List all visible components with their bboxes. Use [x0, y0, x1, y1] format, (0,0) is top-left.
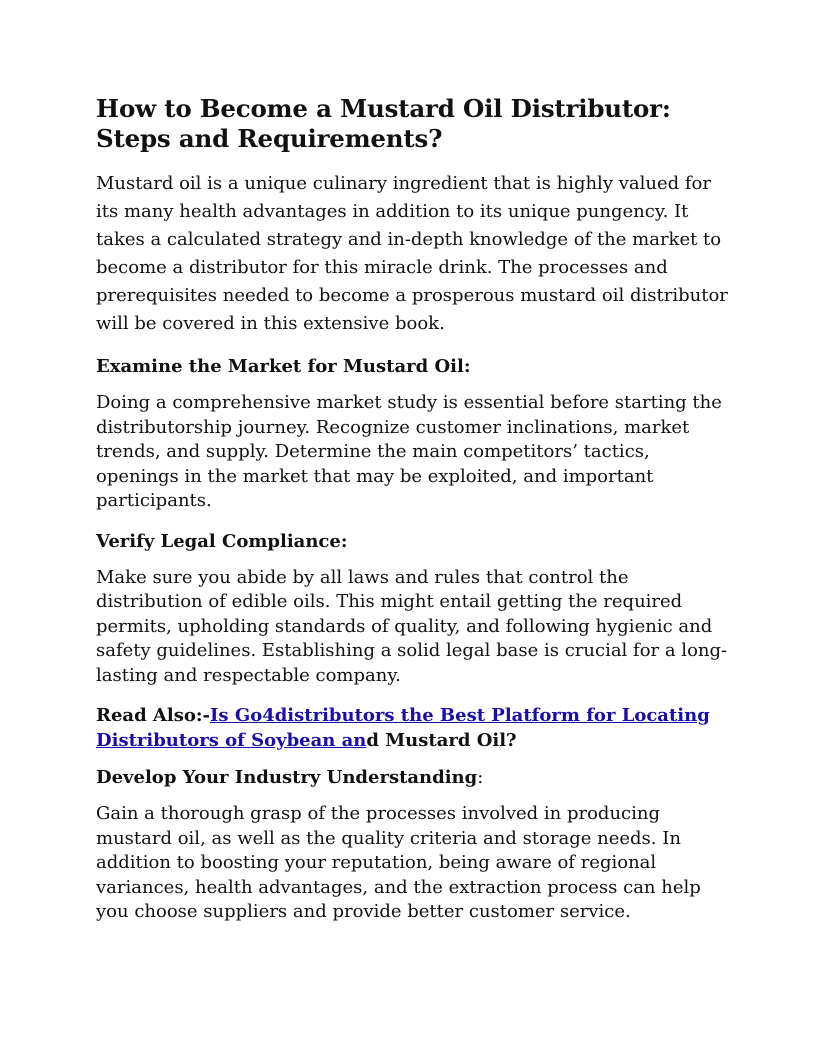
- document-page: [96, 94, 736, 941]
- read-also-prefix: Read Also:-: [96, 705, 210, 726]
- section-body-market: Doing a comprehensive market study is essential before starting the distributorship journey. Recognize customer inclinations, market trends, and supply. Determine the main competitors’ tactics, openings in the market that may be exploited, and important participants.: [96, 392, 722, 511]
- read-also: [96, 704, 736, 753]
- intro-paragraph: Mustard oil is a unique culinary ingredient that is highly valued for its many health advantages in addition to its unique pungency. It takes a calculated strategy and in-depth knowledge of the market to become a distributor for this miracle drink. The processes and prerequisites needed to become a prosperous mustard oil distributor will be covered in this extensive book.: [96, 173, 728, 334]
- section-heading-industry-colon: :: [477, 767, 484, 788]
- read-also-link[interactable]: Is Go4distributors the Best Platform for Locating Distributors of Soybean an: [96, 705, 710, 751]
- section-heading-industry: [96, 766, 736, 790]
- section-heading-legal: Verify Legal Compliance:: [96, 530, 348, 552]
- section-heading-market: Examine the Market for Mustard Oil:: [96, 356, 471, 377]
- section-body-legal: Make sure you abide by all laws and rules that control the distribution of edible oils. This might entail getting the required permits, upholding standards of quality, and following hygienic and safety guidelines. Establishing a solid legal base is crucial for a long-lasting and respectable company.: [96, 566, 728, 686]
- read-also-suffix: d Mustard Oil?: [366, 729, 517, 751]
- page-title: How to Become a Mustard Oil Distributor: Steps and Requirements?: [96, 94, 671, 153]
- section-heading-industry-text: Develop Your Industry Understanding: [96, 767, 478, 788]
- section-body-industry: Gain a thorough grasp of the processes involved in producing mustard oil, as well as the quality criteria and storage needs. In addition to boosting your reputation, being aware of regional variances, health advantages, and the extraction process can help you choose suppliers and provide better customer service.: [96, 803, 701, 922]
